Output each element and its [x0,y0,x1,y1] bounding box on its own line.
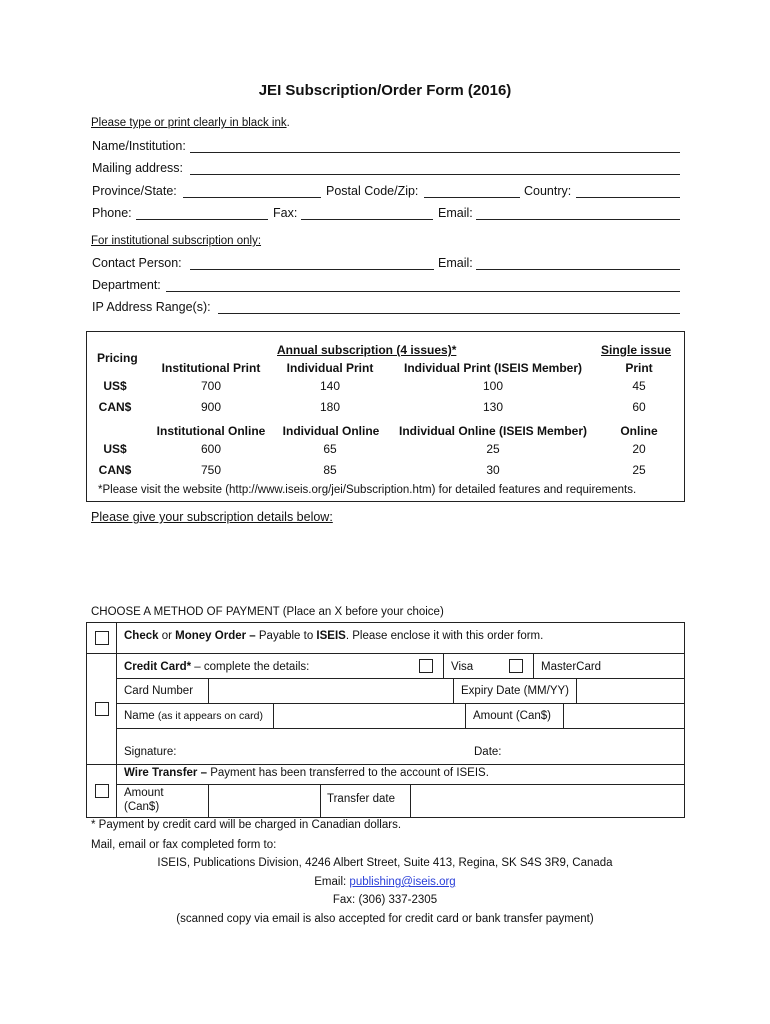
price-cell: 25 [632,463,646,477]
mastercard-label: MasterCard [541,661,602,673]
cardholder-name-field[interactable] [274,704,464,727]
ip-label: IP Address Range(s): [92,300,211,314]
contact-fax: Fax: (306) 337-2305 [332,894,438,906]
signature-field[interactable] [178,733,468,761]
scanned-note: (scanned copy via email is also accepted for credit card or bank transfer payment) [176,913,594,925]
price-cell: 130 [482,400,504,414]
online-header-4: Online [620,424,658,438]
check-option-text: Check or Money Order – Payable to ISEIS. Please enclose it with this order form. [124,630,544,642]
price-cell: 750 [200,463,222,477]
price-cell: 900 [200,400,222,414]
divider [443,654,444,678]
contact-email: Email: publishing@iseis.org [314,876,456,888]
ip-field[interactable] [218,313,680,314]
name-field[interactable] [190,152,680,153]
contact-field[interactable] [190,269,434,270]
credit-card-note: * Payment by credit card will be charged in Canadian dollars. [91,819,402,831]
expiry-field[interactable] [577,679,684,702]
price-cell: 20 [632,442,646,456]
mailing-label: Mailing address: [92,161,184,175]
postal-field[interactable] [424,197,520,198]
divider [453,678,454,703]
mailing-field[interactable] [190,174,680,175]
price-cell: 45 [632,379,646,393]
divider [465,703,466,728]
currency-label: US$ [103,442,127,456]
email-label: Email: [438,206,473,220]
divider [86,764,685,765]
online-header-2: Individual Online [282,424,380,438]
price-cell: 140 [319,379,341,393]
print-header-1: Institutional Print [161,361,261,375]
postal-label: Postal Code/Zip: [326,184,419,198]
instruction-text: Please type or print clearly in black ink. [91,117,290,129]
transfer-date-field[interactable] [411,785,684,817]
country-field[interactable] [576,197,680,198]
online-header-1: Institutional Online [156,424,266,438]
province-label: Province/State: [92,184,177,198]
contact-label: Contact Person: [92,256,182,270]
print-header-2: Individual Print [286,361,374,375]
province-field[interactable] [183,197,321,198]
price-cell: 60 [632,400,646,414]
price-cell: 85 [323,463,337,477]
print-header-4: Print [625,361,653,375]
mastercard-checkbox[interactable] [509,659,523,673]
date-label: Date: [474,746,502,758]
details-heading: Please give your subscription details below: [91,510,333,524]
price-cell: 30 [486,463,500,477]
visa-label: Visa [451,661,474,673]
department-field[interactable] [166,291,680,292]
divider [320,784,321,818]
page-title: JEI Subscription/Order Form (2016) [258,82,512,99]
divider [116,728,685,729]
email-link[interactable]: publishing@iseis.org [349,876,456,888]
phone-label: Phone: [92,206,132,220]
department-label: Department: [92,278,161,292]
print-header-3: Individual Print (ISEIS Member) [403,361,583,375]
price-cell: 700 [200,379,222,393]
price-cell: 65 [323,442,337,456]
currency-label: CAN$ [98,463,132,477]
wire-transfer-text: Wire Transfer – Payment has been transferred to the account of ISEIS. [124,767,489,779]
fax-label: Fax: [273,206,298,220]
annual-heading: Annual subscription (4 issues)* [277,343,457,357]
price-cell: 100 [482,379,504,393]
pricing-note: *Please visit the website (http://www.iseis.org/jei/Subscription.htm) for detailed features and requirements. [98,484,637,496]
price-cell: 180 [319,400,341,414]
wire-amount-label: Amount (Can$) [124,787,164,813]
online-header-3: Individual Online (ISEIS Member) [398,424,588,438]
inst-email-label: Email: [438,256,473,270]
signature-label: Signature: [124,746,177,758]
wire-amount-field[interactable] [209,785,319,817]
email-field[interactable] [476,219,680,220]
price-cell: 600 [200,442,222,456]
currency-label: CAN$ [98,400,132,414]
divider [533,654,534,678]
country-label: Country: [524,184,572,198]
wire-transfer-checkbox[interactable] [95,784,109,798]
amount-field[interactable] [564,704,684,727]
credit-card-checkbox[interactable] [95,702,109,716]
mail-intro: Mail, email or fax completed form to: [91,839,277,851]
credit-card-text: Credit Card* – complete the details: [124,661,310,673]
visa-checkbox[interactable] [419,659,433,673]
date-field[interactable] [505,733,680,761]
price-cell: 25 [486,442,500,456]
name-label: Name/Institution: [92,139,186,153]
transfer-date-label: Transfer date [327,793,395,805]
check-checkbox[interactable] [95,631,109,645]
mailing-address: ISEIS, Publications Division, 4246 Albert Street, Suite 413, Regina, SK S4S 3R9, Canada [157,857,613,869]
cardholder-name-label: Name (as it appears on card) [124,710,263,722]
pricing-label: Pricing [97,351,138,365]
fax-field[interactable] [301,219,433,220]
phone-field[interactable] [136,219,268,220]
inst-email-field[interactable] [476,269,680,270]
expiry-label: Expiry Date (MM/YY) [461,685,569,697]
single-heading: Single issue [601,343,672,357]
card-number-label: Card Number [124,685,194,697]
amount-label: Amount (Can$) [473,710,551,722]
divider [86,653,685,654]
currency-label: US$ [103,379,127,393]
card-number-field[interactable] [209,679,453,702]
institutional-heading: For institutional subscription only: [91,235,262,247]
payment-heading: CHOOSE A METHOD OF PAYMENT (Place an X before your choice) [91,606,444,618]
